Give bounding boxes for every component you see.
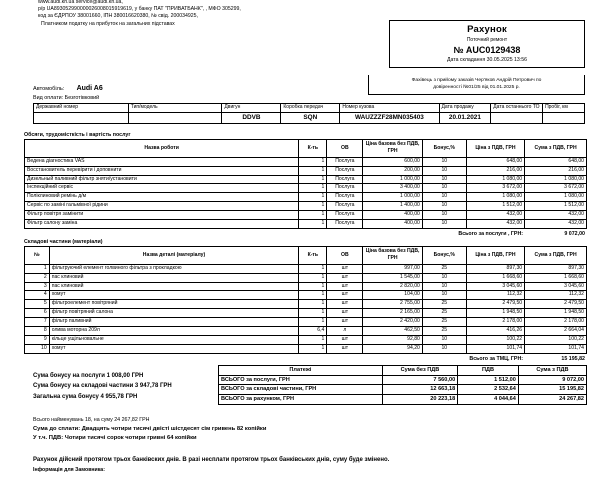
services-total-label: Всього за послуги , ГРН: bbox=[458, 231, 524, 238]
invoice-date-label: Дата складання bbox=[446, 57, 486, 63]
part-base-price: 2 755,00 bbox=[363, 300, 423, 309]
part-sum-with-vat: 2 664,04 bbox=[525, 326, 587, 335]
table-row bbox=[25, 157, 587, 166]
table-row bbox=[25, 344, 587, 353]
service-name: Восстановитель перевірити і доповнити bbox=[25, 166, 299, 175]
part-base-price: 2 165,00 bbox=[363, 309, 423, 318]
vehicle-col-model: Тип/модель bbox=[128, 104, 222, 113]
parts-col-bonus: Бонус,% bbox=[422, 247, 466, 265]
table-row bbox=[25, 300, 587, 309]
service-bonus-pct: 10 bbox=[422, 193, 466, 202]
services-total-row bbox=[24, 229, 587, 239]
payments-col-vat: ПДВ bbox=[458, 366, 519, 376]
customer-info-label: Інформація для Замовника: bbox=[33, 467, 105, 473]
company-web-email: www.audi.kh.ua service@audi.kh.ua, bbox=[38, 0, 123, 5]
service-price-with-vat: 648,00 bbox=[466, 157, 524, 166]
service-sum-with-vat: 432,00 bbox=[525, 219, 587, 228]
service-uom: Послуга bbox=[327, 202, 363, 211]
part-price-with-vat: 1 948,50 bbox=[466, 309, 524, 318]
vehicle-vin: WAUZZZF28MN035403 bbox=[340, 112, 439, 123]
service-qty: 1 bbox=[299, 166, 327, 175]
part-index: 2 bbox=[25, 273, 50, 282]
part-name: фільтруючий елемент голвиного фільтра з прокладкою bbox=[49, 264, 299, 273]
services-col-pricevat: Ціна з ПДВ, ГРН bbox=[466, 140, 524, 158]
part-uom: шт bbox=[327, 318, 363, 327]
table-row bbox=[25, 211, 587, 220]
parts-col-base: Ціна базова без ПДВ, ГРН bbox=[363, 247, 423, 265]
part-name: фільтроелемент повітряний bbox=[49, 300, 299, 309]
payment-net: 12 663,18 bbox=[382, 385, 457, 395]
services-col-sumvat: Сума з ПДВ, ГРН bbox=[525, 140, 587, 158]
service-price-with-vat: 3 672,00 bbox=[466, 184, 524, 193]
service-price-with-vat: 1 080,00 bbox=[466, 175, 524, 184]
service-qty: 1 bbox=[299, 157, 327, 166]
payment-net: 7 560,00 bbox=[382, 375, 457, 385]
table-row bbox=[25, 193, 587, 202]
invoice-title-box bbox=[389, 20, 585, 68]
parts-total-row bbox=[24, 354, 587, 364]
payments-col-name: Платежі bbox=[219, 366, 383, 376]
service-price-with-vat: 1 080,00 bbox=[466, 193, 524, 202]
payment-name: ВСЬОГО за складові частини, ГРН bbox=[219, 385, 383, 395]
service-uom: Послуга bbox=[327, 175, 363, 184]
service-name: Ведена діагностика VAS bbox=[25, 157, 299, 166]
part-sum-with-vat: 101,74 bbox=[525, 344, 587, 353]
part-sum-with-vat: 2 178,00 bbox=[525, 318, 587, 327]
service-uom: Послуга bbox=[327, 219, 363, 228]
car-model: Audi A6 bbox=[76, 85, 103, 92]
part-base-price: 462,50 bbox=[363, 326, 423, 335]
payment-vat: 1 512,00 bbox=[458, 375, 519, 385]
service-base-price: 400,00 bbox=[363, 211, 423, 220]
part-base-price: 2 820,00 bbox=[363, 282, 423, 291]
part-bonus-pct: 25 bbox=[422, 309, 466, 318]
service-sum-with-vat: 432,00 bbox=[525, 211, 587, 220]
bonus-summary bbox=[33, 371, 172, 402]
vehicle-gearbox: SQN bbox=[281, 112, 340, 123]
part-index: 4 bbox=[25, 291, 50, 300]
services-col-name: Назва роботи bbox=[25, 140, 299, 158]
payment-method: Вид оплати: Безготівковий bbox=[33, 95, 100, 101]
vehicle-header-row bbox=[34, 104, 585, 113]
table-row bbox=[219, 375, 587, 385]
service-sum-with-vat: 1 512,00 bbox=[525, 202, 587, 211]
part-price-with-vat: 416,26 bbox=[466, 326, 524, 335]
parts-col-qty: К-ть bbox=[299, 247, 327, 265]
payment-vat: 4 044,64 bbox=[458, 394, 519, 404]
invoice-date-value: 30.05.2025 13:56 bbox=[486, 57, 528, 63]
service-qty: 1 bbox=[299, 175, 327, 184]
document-type: Рахунок bbox=[467, 24, 507, 35]
part-qty: 1 bbox=[299, 300, 327, 309]
company-tax-status: Платником податку на прибуток на загальних підставах bbox=[41, 20, 175, 27]
part-qty: 1 bbox=[299, 282, 327, 291]
service-name: Інспекційний сервіс bbox=[25, 184, 299, 193]
services-col-bonus: Бонус,% bbox=[422, 140, 466, 158]
payment-net: 20 223,18 bbox=[382, 394, 457, 404]
payment-name: ВСЬОГО за послуги, ГРН bbox=[219, 375, 383, 385]
part-qty: 1 bbox=[299, 264, 327, 273]
part-name: фільтр повітряний салона bbox=[49, 309, 299, 318]
part-base-price: 104,00 bbox=[363, 291, 423, 300]
part-index: 6 bbox=[25, 309, 50, 318]
service-qty: 1 bbox=[299, 219, 327, 228]
service-uom: Послуга bbox=[327, 211, 363, 220]
part-qty: 1 bbox=[299, 291, 327, 300]
vehicle-engine: DDVB bbox=[222, 112, 281, 123]
part-bonus-pct: 10 bbox=[422, 282, 466, 291]
agent-authorization-box bbox=[368, 75, 585, 95]
vehicle-mileage bbox=[543, 112, 585, 123]
table-row bbox=[25, 335, 587, 344]
part-name: хомут bbox=[49, 344, 299, 353]
part-base-price: 92,80 bbox=[363, 335, 423, 344]
part-base-price: 94,20 bbox=[363, 344, 423, 353]
items-total-line: Всього найменувань 18, на суму 24 267,82 ГРН bbox=[33, 417, 150, 423]
service-price-with-vat: 1 512,00 bbox=[466, 202, 524, 211]
services-col-base: Ціна базова без ПДВ, ГРН bbox=[363, 140, 423, 158]
payment-vat: 2 532,64 bbox=[458, 385, 519, 395]
service-name: Поліклиновий ремінь д/м bbox=[25, 193, 299, 202]
parts-caption: Складові частини (матеріали) bbox=[24, 239, 103, 245]
service-base-price: 1 000,00 bbox=[363, 193, 423, 202]
bonus-services-line: Сума бонусу на послуги 1 008,00 ГРН bbox=[33, 373, 144, 379]
amount-in-words: Сума до сплати: Двадцять чотири тисячі двісті шістдесят сім гривень 82 копійки bbox=[33, 426, 267, 432]
parts-col-name: Назва деталі (матеріалу) bbox=[49, 247, 299, 265]
vehicle-lastservice bbox=[491, 112, 543, 123]
payments-header-row bbox=[219, 366, 587, 376]
part-uom: шт bbox=[327, 282, 363, 291]
part-qty: 1 bbox=[299, 318, 327, 327]
part-sum-with-vat: 100,22 bbox=[525, 335, 587, 344]
invoice-date bbox=[392, 57, 582, 63]
part-price-with-vat: 897,30 bbox=[466, 264, 524, 273]
service-base-price: 200,00 bbox=[363, 166, 423, 175]
part-index: 9 bbox=[25, 335, 50, 344]
service-sum-with-vat: 216,00 bbox=[525, 166, 587, 175]
vehicle-col-mileage: Пробіг, км bbox=[543, 104, 585, 113]
part-sum-with-vat: 897,30 bbox=[525, 264, 587, 273]
vehicle-model bbox=[128, 112, 222, 123]
part-qty: 1 bbox=[299, 309, 327, 318]
service-price-with-vat: 432,00 bbox=[466, 211, 524, 220]
vehicle-plate bbox=[34, 112, 129, 123]
parts-table bbox=[24, 246, 587, 363]
service-uom: Послуга bbox=[327, 157, 363, 166]
agent-proxy-line: довіренності №01/25 від 01.01.2025 р. bbox=[433, 85, 520, 91]
services-total-value: 9 072,00 bbox=[564, 231, 585, 238]
part-name: хомут bbox=[49, 291, 299, 300]
parts-table-body bbox=[25, 264, 587, 353]
part-price-with-vat: 2 178,00 bbox=[466, 318, 524, 327]
table-row bbox=[25, 273, 587, 282]
parts-col-sumvat: Сума з ПДВ, ГРН bbox=[525, 247, 587, 265]
part-uom: шт bbox=[327, 273, 363, 282]
table-row bbox=[25, 326, 587, 335]
parts-total-value: 15 195,82 bbox=[561, 356, 585, 363]
service-base-price: 1 400,00 bbox=[363, 202, 423, 211]
service-bonus-pct: 10 bbox=[422, 202, 466, 211]
vehicle-col-engine: Двигун bbox=[222, 104, 281, 113]
validity-note: Рахунок дійсний протягом трьох банківских днів. В разі несплати протягом трьох банківських днів, суму буде змінено. bbox=[33, 457, 390, 463]
car-label: Автомобіль: bbox=[33, 86, 65, 92]
part-uom: шт bbox=[327, 264, 363, 273]
part-index: 3 bbox=[25, 282, 50, 291]
payment-gross: 9 072,00 bbox=[518, 375, 586, 385]
service-sum-with-vat: 648,00 bbox=[525, 157, 587, 166]
service-name: Дизельный паливний фільтр зняти/установити bbox=[25, 175, 299, 184]
amount-in-words-block bbox=[33, 425, 266, 443]
vehicle-col-saledate: Дата продажу bbox=[439, 104, 491, 113]
table-row bbox=[25, 175, 587, 184]
part-index: 7 bbox=[25, 318, 50, 327]
service-price-with-vat: 216,00 bbox=[466, 166, 524, 175]
payments-table-body bbox=[219, 375, 587, 404]
service-sum-with-vat: 3 672,00 bbox=[525, 184, 587, 193]
part-sum-with-vat: 2 479,50 bbox=[525, 300, 587, 309]
table-row bbox=[25, 219, 587, 228]
part-name: фільтр паливний bbox=[49, 318, 299, 327]
table-row bbox=[219, 385, 587, 395]
part-qty: 1 bbox=[299, 335, 327, 344]
service-qty: 1 bbox=[299, 202, 327, 211]
part-qty: 1 bbox=[299, 344, 327, 353]
services-col-uom: ОВ bbox=[327, 140, 363, 158]
vehicle-saledate: 20.01.2021 bbox=[439, 112, 491, 123]
invoice-number: № AUC0129438 bbox=[453, 45, 521, 55]
part-qty: 1 bbox=[299, 273, 327, 282]
service-bonus-pct: 10 bbox=[422, 175, 466, 184]
vehicle-col-plate: Державний номер bbox=[34, 104, 129, 113]
part-price-with-vat: 100,22 bbox=[466, 335, 524, 344]
car-model-row bbox=[33, 85, 103, 92]
part-sum-with-vat: 1 668,60 bbox=[525, 273, 587, 282]
part-sum-with-vat: 112,32 bbox=[525, 291, 587, 300]
payment-name: ВСЬОГО за рахунком, ГРН bbox=[219, 394, 383, 404]
part-qty: 6,4 bbox=[299, 326, 327, 335]
part-bonus-pct: 25 bbox=[422, 264, 466, 273]
part-price-with-vat: 2 479,50 bbox=[466, 300, 524, 309]
part-index: 8 bbox=[25, 326, 50, 335]
services-table bbox=[24, 139, 587, 239]
services-caption: Обсяги, трудомісткість і вартість послуг bbox=[24, 132, 131, 138]
part-bonus-pct: 25 bbox=[422, 318, 466, 327]
part-bonus-pct: 10 bbox=[422, 344, 466, 353]
services-table-body bbox=[25, 157, 587, 228]
table-row bbox=[25, 282, 587, 291]
payments-col-net: Сума без ПДВ bbox=[382, 366, 457, 376]
service-uom: Послуга bbox=[327, 166, 363, 175]
table-row bbox=[25, 318, 587, 327]
part-sum-with-vat: 3 045,60 bbox=[525, 282, 587, 291]
service-bonus-pct: 10 bbox=[422, 166, 466, 175]
service-uom: Послуга bbox=[327, 193, 363, 202]
service-name: Фільтр повітря замінити bbox=[25, 211, 299, 220]
company-bank-details: р/р UA893052990000026008015919619, у банку ПАТ "ПРИВАТБАНК", , МФО 305299, bbox=[38, 6, 241, 13]
payments-table bbox=[218, 365, 587, 405]
table-row bbox=[219, 394, 587, 404]
table-row bbox=[25, 291, 587, 300]
payments-col-gross: Сума з ПДВ bbox=[518, 366, 586, 376]
part-uom: шт bbox=[327, 309, 363, 318]
service-price-with-vat: 432,00 bbox=[466, 219, 524, 228]
part-price-with-vat: 112,32 bbox=[466, 291, 524, 300]
service-bonus-pct: 10 bbox=[422, 211, 466, 220]
service-base-price: 600,00 bbox=[363, 157, 423, 166]
part-uom: шт bbox=[327, 300, 363, 309]
vat-in-words: У т.ч. ПДВ: Чотири тисячі сорок чотири гривні 64 копійки bbox=[33, 434, 197, 441]
agent-name-line: Фахівець з прийому заказів Чер'яков Андрій Петрович по bbox=[411, 78, 542, 83]
part-base-price: 1 545,00 bbox=[363, 273, 423, 282]
service-qty: 1 bbox=[299, 193, 327, 202]
part-name: кільце ущільновальне bbox=[49, 335, 299, 344]
part-name: пас клиновий bbox=[49, 273, 299, 282]
part-name: олива моторна 209л bbox=[49, 326, 299, 335]
service-bonus-pct: 10 bbox=[422, 184, 466, 193]
part-base-price: 2 420,00 bbox=[363, 318, 423, 327]
table-row bbox=[25, 264, 587, 273]
part-bonus-pct: 10 bbox=[422, 273, 466, 282]
part-bonus-pct: 25 bbox=[422, 300, 466, 309]
part-bonus-pct: 10 bbox=[422, 335, 466, 344]
service-bonus-pct: 10 bbox=[422, 157, 466, 166]
part-index: 1 bbox=[25, 264, 50, 273]
service-qty: 1 bbox=[299, 211, 327, 220]
table-row bbox=[25, 184, 587, 193]
service-base-price: 1 000,00 bbox=[363, 175, 423, 184]
services-header-row bbox=[25, 140, 587, 158]
service-bonus-pct: 10 bbox=[422, 219, 466, 228]
payment-gross: 15 195,82 bbox=[518, 385, 586, 395]
service-sum-with-vat: 1 080,00 bbox=[525, 193, 587, 202]
part-name: пас клиновий bbox=[49, 282, 299, 291]
vehicle-details-table bbox=[33, 103, 585, 124]
services-col-qty: К-ть bbox=[299, 140, 327, 158]
vehicle-value-row bbox=[34, 112, 585, 123]
service-base-price: 3 400,00 bbox=[363, 184, 423, 193]
bonus-parts-line: Сума бонусу на складові частини 3 947,78 ГРН bbox=[33, 383, 172, 390]
part-uom: шт bbox=[327, 335, 363, 344]
parts-header-row bbox=[25, 247, 587, 265]
payment-gross: 24 267,82 bbox=[518, 394, 586, 404]
table-row bbox=[25, 202, 587, 211]
vehicle-col-gearbox: Коробка передач bbox=[281, 104, 340, 113]
table-row bbox=[25, 166, 587, 175]
part-bonus-pct: 10 bbox=[422, 291, 466, 300]
part-uom: шт bbox=[327, 344, 363, 353]
part-uom: шт bbox=[327, 291, 363, 300]
parts-total-label: Всього за ТМЦ, ГРН: bbox=[469, 356, 524, 363]
part-price-with-vat: 3 045,60 bbox=[466, 282, 524, 291]
repair-kind: Поточний ремонт bbox=[466, 37, 508, 43]
company-registry-codes: код за ЄДРПОУ 38001660, ІПН 380016620380, № свід. 200034925, bbox=[38, 13, 199, 20]
part-index: 5 bbox=[25, 300, 50, 309]
part-price-with-vat: 101,74 bbox=[466, 344, 524, 353]
service-qty: 1 bbox=[299, 184, 327, 193]
service-uom: Послуга bbox=[327, 184, 363, 193]
vehicle-col-lastservice: Дата останнього ТО bbox=[491, 104, 543, 113]
table-row bbox=[25, 309, 587, 318]
service-base-price: 400,00 bbox=[363, 219, 423, 228]
part-base-price: 997,00 bbox=[363, 264, 423, 273]
vehicle-col-vin: Номер кузова bbox=[340, 104, 439, 113]
bonus-total-line: Загальна сума бонусу 4 955,78 ГРН bbox=[33, 393, 138, 400]
service-name: Фільтр салону заміна bbox=[25, 219, 299, 228]
parts-col-pricevat: Ціна з ПДВ, ГРН bbox=[466, 247, 524, 265]
part-uom: л bbox=[327, 326, 363, 335]
parts-col-uom: ОВ bbox=[327, 247, 363, 265]
parts-col-index: № bbox=[25, 247, 50, 265]
part-sum-with-vat: 1 948,50 bbox=[525, 309, 587, 318]
service-sum-with-vat: 1 080,00 bbox=[525, 175, 587, 184]
part-price-with-vat: 1 668,60 bbox=[466, 273, 524, 282]
service-name: Сервіс по заміні гальмівної рідини bbox=[25, 202, 299, 211]
part-index: 10 bbox=[25, 344, 50, 353]
part-bonus-pct: 25 bbox=[422, 326, 466, 335]
